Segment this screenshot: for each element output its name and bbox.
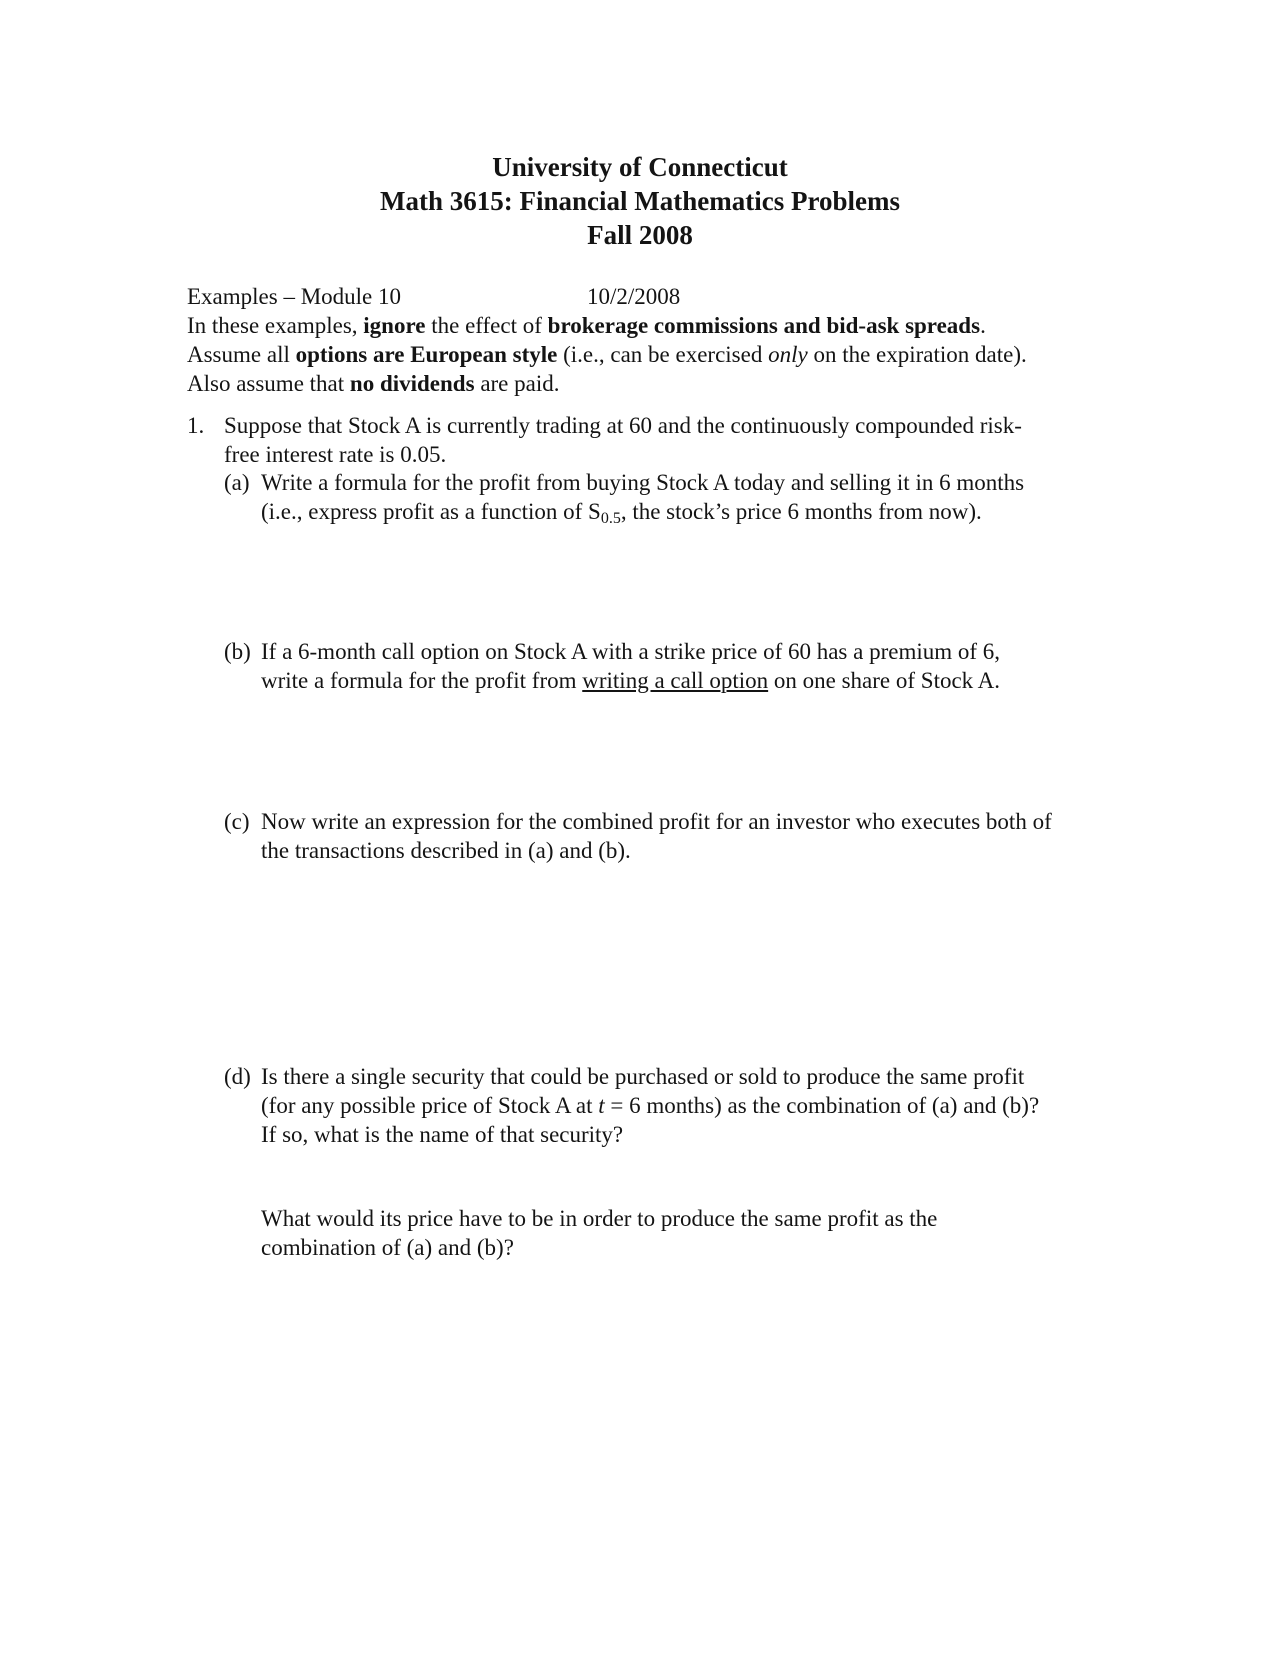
part-line: Write a formula for the profit from buying Stock A today and selling it in 6 months — [261, 470, 1025, 495]
part-label: (c) — [224, 809, 250, 834]
part-text-segment: (for any possible price of Stock A at — [261, 1093, 599, 1118]
part-line: the transactions described in (a) and (b). — [261, 838, 631, 863]
part-line: Now write an expression for the combined profit for an investor who executes both of — [261, 809, 1052, 834]
problem-number: 1. — [187, 413, 205, 438]
intro-bold-text: ignore — [363, 313, 426, 338]
part-line: combination of (a) and (b)? — [261, 1235, 514, 1260]
problem-statement — [224, 412, 1124, 470]
part-line: What would its price have to be in order to produce the same profit as the — [261, 1206, 938, 1231]
document-header — [0, 150, 1280, 252]
part-label: (a) — [224, 470, 250, 495]
part-line: If a 6-month call option on Stock A with a strike price of 60 has a premium of 6, — [261, 639, 1001, 664]
part-line: Is there a single security that could be purchased or sold to produce the same profit — [261, 1064, 1025, 1089]
module-line — [187, 283, 1147, 312]
intro-text: on the expiration date). — [807, 342, 1027, 367]
module-label: Examples – Module 10 — [187, 284, 401, 309]
part-text — [261, 808, 1121, 866]
intro-line-dividends — [187, 370, 1147, 399]
intro-text: the effect of — [425, 313, 548, 338]
part-label: (b) — [224, 639, 251, 664]
intro-italic-text: only — [768, 342, 808, 367]
part-text-segment: , the stock’s price 6 months from now). — [620, 499, 982, 524]
module-date: 10/2/2008 — [587, 284, 681, 309]
problem-line: Suppose that Stock A is currently trading at 60 and the continuously compounded risk- — [224, 413, 1022, 438]
part-line — [261, 667, 1121, 696]
intro-text: Assume all — [187, 342, 296, 367]
intro-text: (i.e., can be exercised — [557, 342, 769, 367]
course-title: Math 3615: Financial Mathematics Problems — [380, 186, 900, 216]
intro-bold-text: brokerage commissions and bid-ask spreads — [547, 313, 981, 338]
part-label: (d) — [224, 1064, 251, 1089]
part-text-segment: write a formula for the profit from — [261, 668, 583, 693]
term-title: Fall 2008 — [587, 220, 693, 250]
part-line — [261, 1092, 1121, 1121]
part-line — [261, 498, 1121, 527]
intro-text: . — [980, 313, 986, 338]
problem-line: free interest rate is 0.05. — [224, 442, 447, 467]
part-line: If so, what is the name of that security? — [261, 1122, 624, 1147]
part-text — [261, 638, 1121, 696]
part-text — [261, 1205, 1121, 1263]
intro-line-ignore — [187, 312, 1147, 341]
intro-section — [187, 283, 1147, 399]
university-title: University of Connecticut — [492, 152, 788, 182]
intro-text: are paid. — [474, 371, 560, 396]
intro-text: Also assume that — [187, 371, 350, 396]
intro-bold-text: options are European style — [295, 342, 558, 367]
part-text — [261, 469, 1121, 527]
underlined-text: writing a call option — [582, 668, 769, 693]
part-text-segment: = 6 months) as the combination of (a) and (b)? — [604, 1093, 1040, 1118]
subscript: 0.5 — [600, 510, 621, 527]
part-text — [261, 1063, 1121, 1150]
intro-bold-text: no dividends — [349, 371, 475, 396]
part-text-segment: on one share of Stock A. — [768, 668, 1001, 693]
part-text-segment: (i.e., express profit as a function of S — [261, 499, 601, 524]
intro-text: In these examples, — [187, 313, 364, 338]
intro-line-european — [187, 341, 1147, 370]
italic-variable: t — [598, 1093, 605, 1118]
